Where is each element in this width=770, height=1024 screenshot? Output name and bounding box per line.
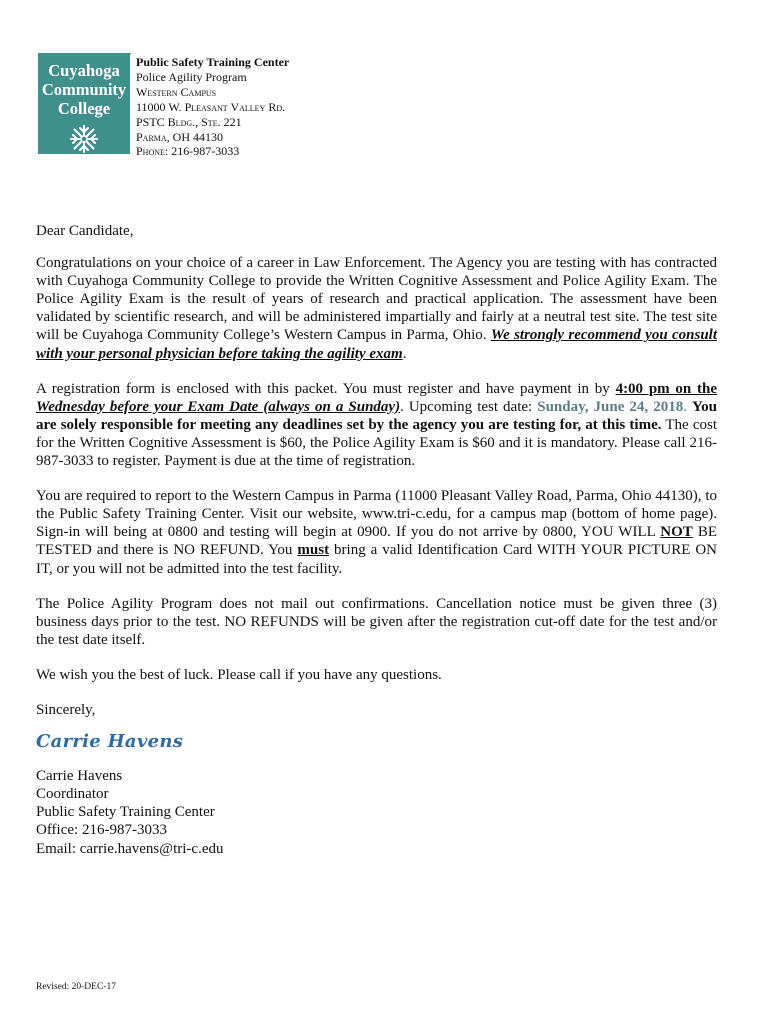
- paragraph-intro: [36, 254, 717, 363]
- upcoming-label: . Upcoming test date:: [400, 398, 538, 415]
- intro-end: .: [402, 345, 407, 362]
- intro-text: Congratulations on your choice of a career in Law Enforcement. The Agency you are testing with has contracted with Cuyahoga Community College to provide the Written Cognitive Assessment and Police Agility Exam. The Police Agility Exam is the result of years of research and practical application. The assessment have been validated by scientific research, and will be administered impartially and fairly at a neutral test site. The test site will be Cuyahoga Community College’s Western Campus in Parma, Ohio.: [36, 255, 717, 344]
- signer-title: Coordinator: [36, 786, 109, 803]
- revision-date: Revised: 20-DEC-17: [36, 982, 116, 992]
- header-address: [136, 55, 289, 159]
- handwritten-signature: Carrie Havens: [36, 731, 184, 753]
- report-text-c: bring a valid Identification Card WITH YOUR PICTURE ON IT, or you will not be admitted into the test facility.: [36, 542, 717, 577]
- logo-tick-mark: ': [130, 51, 132, 61]
- paragraph-wishes: We wish you the best of luck. Please call if you have any questions.: [36, 666, 442, 683]
- paragraph-registration: [36, 380, 717, 470]
- report-text-b: BE TESTED and there is NO REFUND. You: [36, 524, 717, 559]
- not-emphasis: NOT: [660, 524, 693, 541]
- responsibility-notice: You are solely responsible for meeting any deadlines set by the agency you are testing for, at this time.: [36, 398, 717, 433]
- signer-email: Email: carrie.havens@tri-c.edu: [36, 840, 224, 857]
- report-text-a: You are required to report to the Western Campus in Parma (11000 Pleasant Valley Road, Parma, Ohio 44130), to the Public Safety Training Center. Visit our website, www.tri-c.edu, for a campus map (bottom of home page). Sign-in will being at 0800 and testing will begin at 0900. If you do not arrive by 0800, YOU WILL: [36, 488, 717, 541]
- snowflake-icon: [69, 124, 99, 154]
- org-name: Public Safety Training Center: [136, 55, 290, 69]
- signature-block: [36, 767, 717, 857]
- test-date-period: .: [683, 398, 692, 415]
- logo-text-line-3: College: [57, 99, 111, 118]
- program-name: Police Agility Program: [136, 69, 247, 84]
- phone-number: Phone: 216-987-3033: [136, 144, 240, 159]
- deadline-day: Wednesday before your Exam Date (always on a Sunday): [36, 398, 401, 415]
- deadline-time: 4:00 pm on the: [615, 380, 718, 397]
- signer-office-phone: Office: 216-987-3033: [36, 822, 167, 839]
- street-address: 11000 W. Pleasant Valley Rd.: [136, 99, 286, 114]
- physician-recommendation: We strongly recommend you consult with your personal physician before taking the agility exam: [36, 327, 717, 362]
- registration-text: A registration form is enclosed with this packet. You must register and have payment in by: [36, 380, 616, 397]
- cost-text: The cost for the Written Cognitive Assessment is $60, the Police Agility Exam is $60 and it is mandatory. Please call 216-987-3033 to register. Payment is due at the time of registration.: [36, 416, 717, 470]
- paragraph-cancellation: The Police Agility Program does not mail out confirmations. Cancellation notice must be given three (3) business days prior to the test. NO REFUNDS will be given after the registration cut-off date for the test and/or the test date itself.: [36, 595, 717, 648]
- paragraph-report: [36, 487, 717, 577]
- campus-name: Western Campus: [136, 84, 217, 99]
- city-address: Parma, OH 44130: [136, 129, 224, 144]
- salutation: Dear Candidate,: [36, 223, 134, 239]
- letter-body: [36, 222, 717, 858]
- college-logo: [38, 53, 130, 154]
- signer-name: Carrie Havens: [36, 768, 123, 785]
- signer-org: Public Safety Training Center: [36, 804, 215, 821]
- must-emphasis: must: [297, 542, 330, 559]
- logo-text-line-2: Community: [41, 80, 127, 99]
- test-date: Sunday, June 24, 2018: [537, 398, 684, 415]
- logo-text-line-1: Cuyahoga: [48, 61, 120, 80]
- closing: Sincerely,: [36, 701, 96, 718]
- building-address: PSTC Bldg., Ste. 221: [136, 114, 242, 129]
